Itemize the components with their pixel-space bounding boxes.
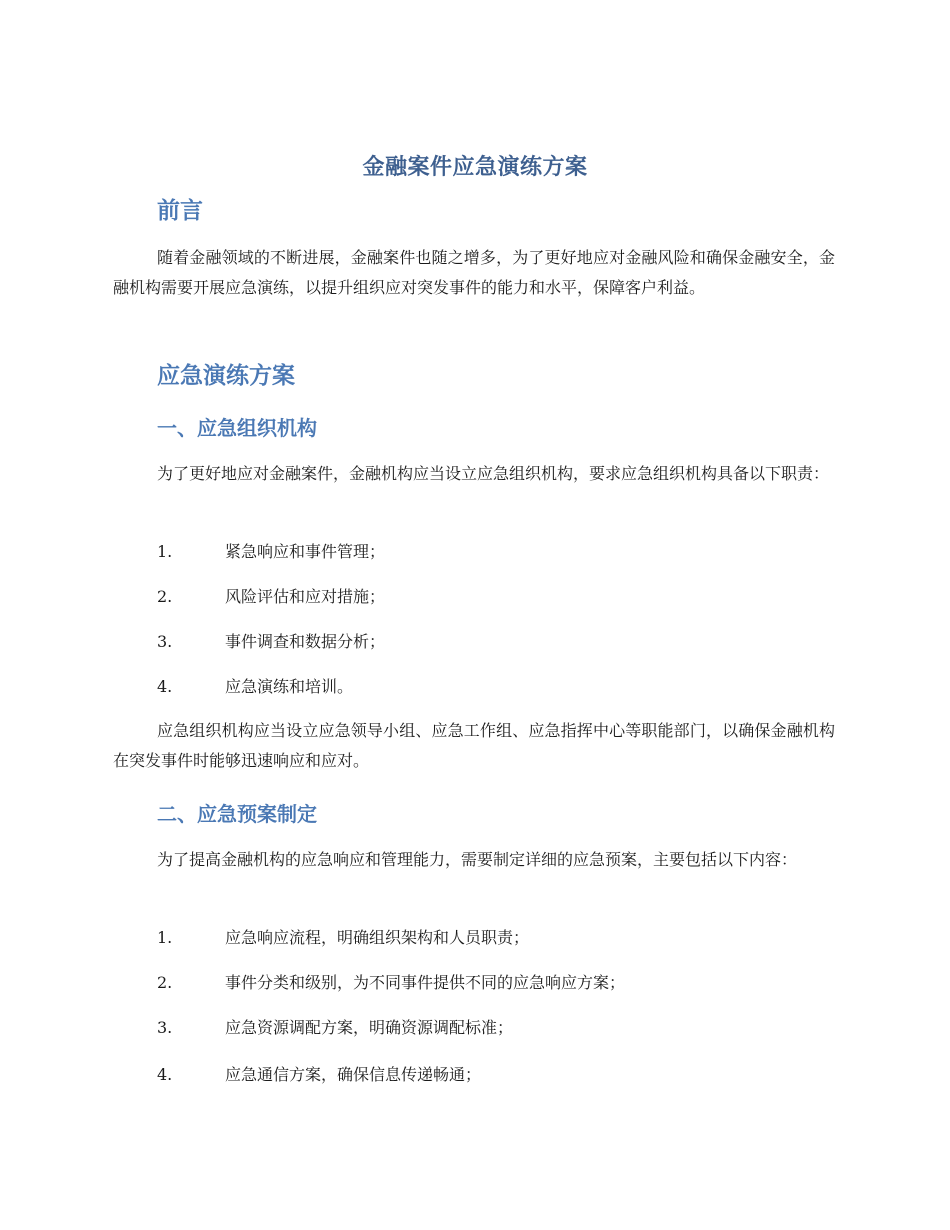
list-item [157, 972, 625, 994]
list-text: 事件分类和级别，为不同事件提供不同的应急响应方案； [225, 973, 626, 992]
paragraph-org-outro: 应急组织机构应当设立应急领导小组、应急工作组、应急指挥中心等职能部门，以确保金融机构在突发事件时能够迅速响应和应对。 [113, 721, 835, 770]
heading-org: 一、应急组织机构 [157, 416, 317, 440]
list-number: 3. [157, 632, 173, 651]
heading-plan: 应急演练方案 [157, 363, 295, 389]
list-text: 事件调查和数据分析； [225, 632, 386, 651]
list-number: 2. [157, 587, 173, 606]
list-text: 应急响应流程，明确组织架构和人员职责； [225, 928, 530, 947]
list-item [157, 631, 385, 653]
list-number: 4. [157, 1065, 173, 1084]
list-text: 风险评估和应对措施； [225, 587, 386, 606]
list-number: 1. [157, 928, 173, 947]
list-text: 紧急响应和事件管理； [225, 542, 386, 561]
list-number: 4. [157, 677, 173, 696]
document-title: 金融案件应急演练方案 [362, 155, 588, 180]
list-item [157, 541, 385, 563]
list-item [157, 676, 353, 698]
list-number: 1. [157, 542, 173, 561]
list-item [157, 1017, 513, 1039]
paragraph-org-intro: 为了更好地应对金融案件，金融机构应当设立应急组织机构，要求应急组织机构具备以下职责： [157, 464, 830, 483]
paragraph-prep-intro: 为了提高金融机构的应急响应和管理能力，需要制定详细的应急预案，主要包括以下内容： [157, 850, 798, 869]
list-item [157, 927, 529, 949]
list-number: 2. [157, 973, 173, 992]
list-text: 应急演练和培训。 [225, 677, 354, 696]
list-item [157, 586, 385, 608]
list-text: 应急通信方案，确保信息传递畅通； [225, 1065, 482, 1084]
heading-preface: 前言 [157, 198, 203, 224]
list-item [157, 1064, 481, 1086]
list-number: 3. [157, 1018, 173, 1037]
list-text: 应急资源调配方案，明确资源调配标准； [225, 1018, 514, 1037]
heading-prep: 二、应急预案制定 [157, 802, 317, 826]
paragraph-preface: 随着金融领域的不断进展，金融案件也随之增多，为了更好地应对金融风险和确保金融安全，金融机构需要开展应急演练，以提升组织应对突发事件的能力和水平，保障客户利益。 [113, 248, 835, 297]
